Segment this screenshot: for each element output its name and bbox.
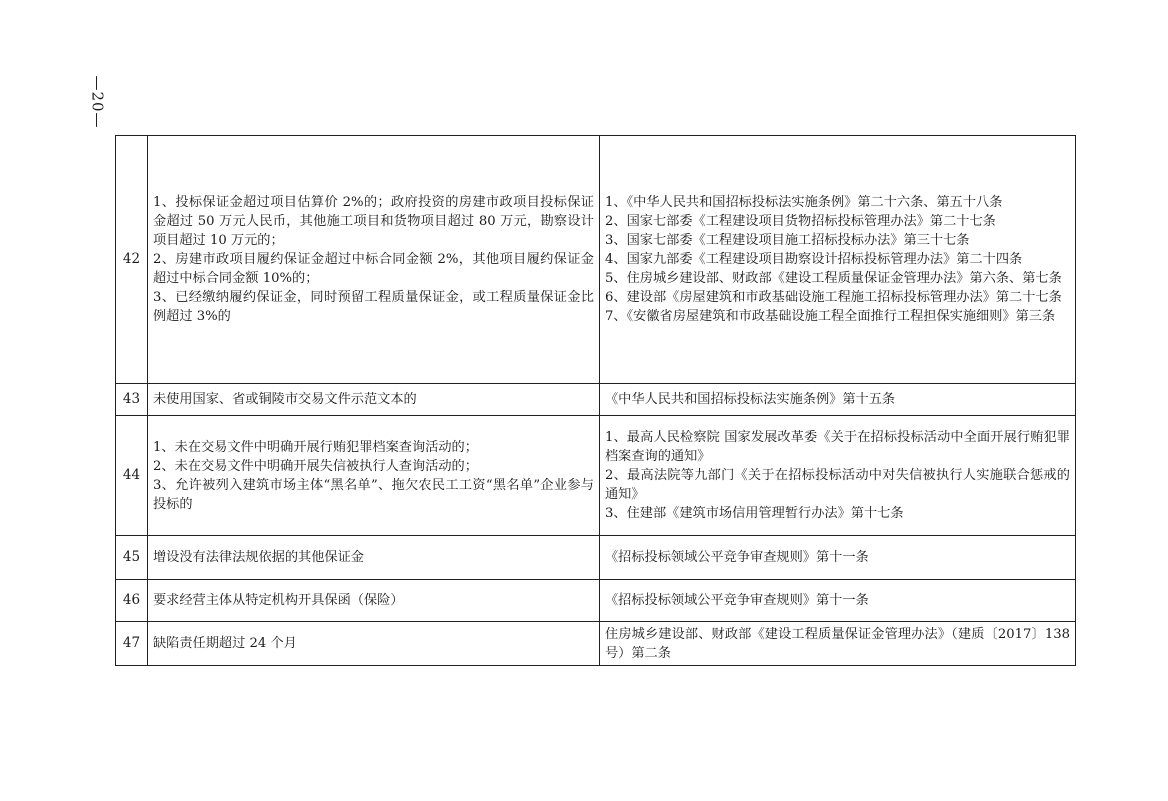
basis-line: 1、《中华人民共和国招标投标法实施条例》第二十六条、第五十八条 [605, 195, 1003, 210]
row-legal-basis [600, 384, 1076, 416]
description-line: 3、允许被列入建筑市场主体“黑名单”、拖欠农民工工资“黑名单”企业参与投标的 [153, 477, 594, 512]
row-number: 44 [116, 416, 148, 536]
row-number: 45 [116, 536, 148, 580]
basis-line: 《中华人民共和国招标投标法实施条例》第十五条 [605, 392, 896, 407]
row-description [148, 580, 600, 622]
rules-table [115, 135, 1076, 666]
table-row [116, 536, 1076, 580]
description-line: 未使用国家、省或铜陵市交易文件示范文本的 [153, 392, 417, 407]
row-number: 47 [116, 622, 148, 666]
basis-line: 《招标投标领域公平竞争审查规则》第十一条 [605, 593, 869, 608]
row-number: 43 [116, 384, 148, 416]
row-description [148, 136, 600, 384]
basis-line: 2、最高法院等九部门《关于在招标投标活动中对失信被执行人实施联合惩戒的通知》 [605, 468, 1070, 502]
row-legal-basis [600, 580, 1076, 622]
description-line: 2、房建市政项目履约保证金超过中标合同金额 2%，其他项目履约保证金超过中标合同金额 10%的； [153, 252, 594, 286]
description-line: 3、已经缴纳履约保证金，同时预留工程质量保证金，或工程质量保证金比例超过 3%的 [153, 290, 594, 324]
row-description [148, 416, 600, 536]
row-description [148, 622, 600, 666]
table-row [116, 622, 1076, 666]
basis-line: 住房城乡建设部、财政部《建设工程质量保证金管理办法》（建质〔2017〕138 号）第二条 [605, 626, 1070, 661]
table-row [116, 580, 1076, 622]
row-number: 46 [116, 580, 148, 622]
table-row [116, 416, 1076, 536]
description-line: 1、投标保证金超过项目估算价 2%的；政府投资的房建市政项目投标保证金超过 50 万元人民币，其他施工项目和货物项目超过 80 万元，勘察设计项目超过 10 万元的； [153, 195, 594, 248]
row-legal-basis [600, 536, 1076, 580]
description-line: 增设没有法律法规依据的其他保证金 [153, 550, 364, 565]
basis-line: 5、住房城乡建设部、财政部《建设工程质量保证金管理办法》第六条、第七条 [605, 271, 1062, 286]
basis-line: 3、住建部《建筑市场信用管理暂行办法》第十七条 [605, 506, 904, 521]
row-description [148, 384, 600, 416]
row-legal-basis [600, 622, 1076, 666]
description-line: 2、未在交易文件中明确开展失信被执行人查询活动的； [153, 458, 478, 474]
basis-line: 2、国家七部委《工程建设项目货物招标投标管理办法》第二十七条 [605, 214, 996, 229]
basis-line: 3、国家七部委《工程建设项目施工招标投标办法》第三十七条 [605, 233, 970, 248]
row-legal-basis [600, 416, 1076, 536]
description-line: 要求经营主体从特定机构开具保函（保险） [153, 593, 404, 608]
page-number [78, 72, 118, 132]
description-line: 1、未在交易文件中明确开展行贿犯罪档案查询活动的； [153, 439, 478, 455]
description-line: 缺陷责任期超过 24 个月 [153, 636, 297, 651]
basis-line: 7、《安徽省房屋建筑和市政基础设施工程全面推行工程担保实施细则》第三条 [605, 309, 1056, 324]
basis-line: 1、最高人民检察院 国家发展改革委《关于在招标投标活动中全面开展行贿犯罪档案查询的通知》 [605, 430, 1070, 464]
row-description [148, 536, 600, 580]
page-number-text: —20— [89, 75, 107, 129]
row-legal-basis [600, 136, 1076, 384]
basis-line: 《招标投标领域公平竞争审查规则》第十一条 [605, 550, 869, 565]
table-row [116, 384, 1076, 416]
basis-line: 4、国家九部委《工程建设项目勘察设计招标投标管理办法》第二十四条 [605, 252, 1023, 267]
basis-line: 6、建设部《房屋建筑和市政基础设施工程施工招标投标管理办法》第二十七条 [605, 290, 1062, 305]
table-row [116, 136, 1076, 384]
row-number: 42 [116, 136, 148, 384]
